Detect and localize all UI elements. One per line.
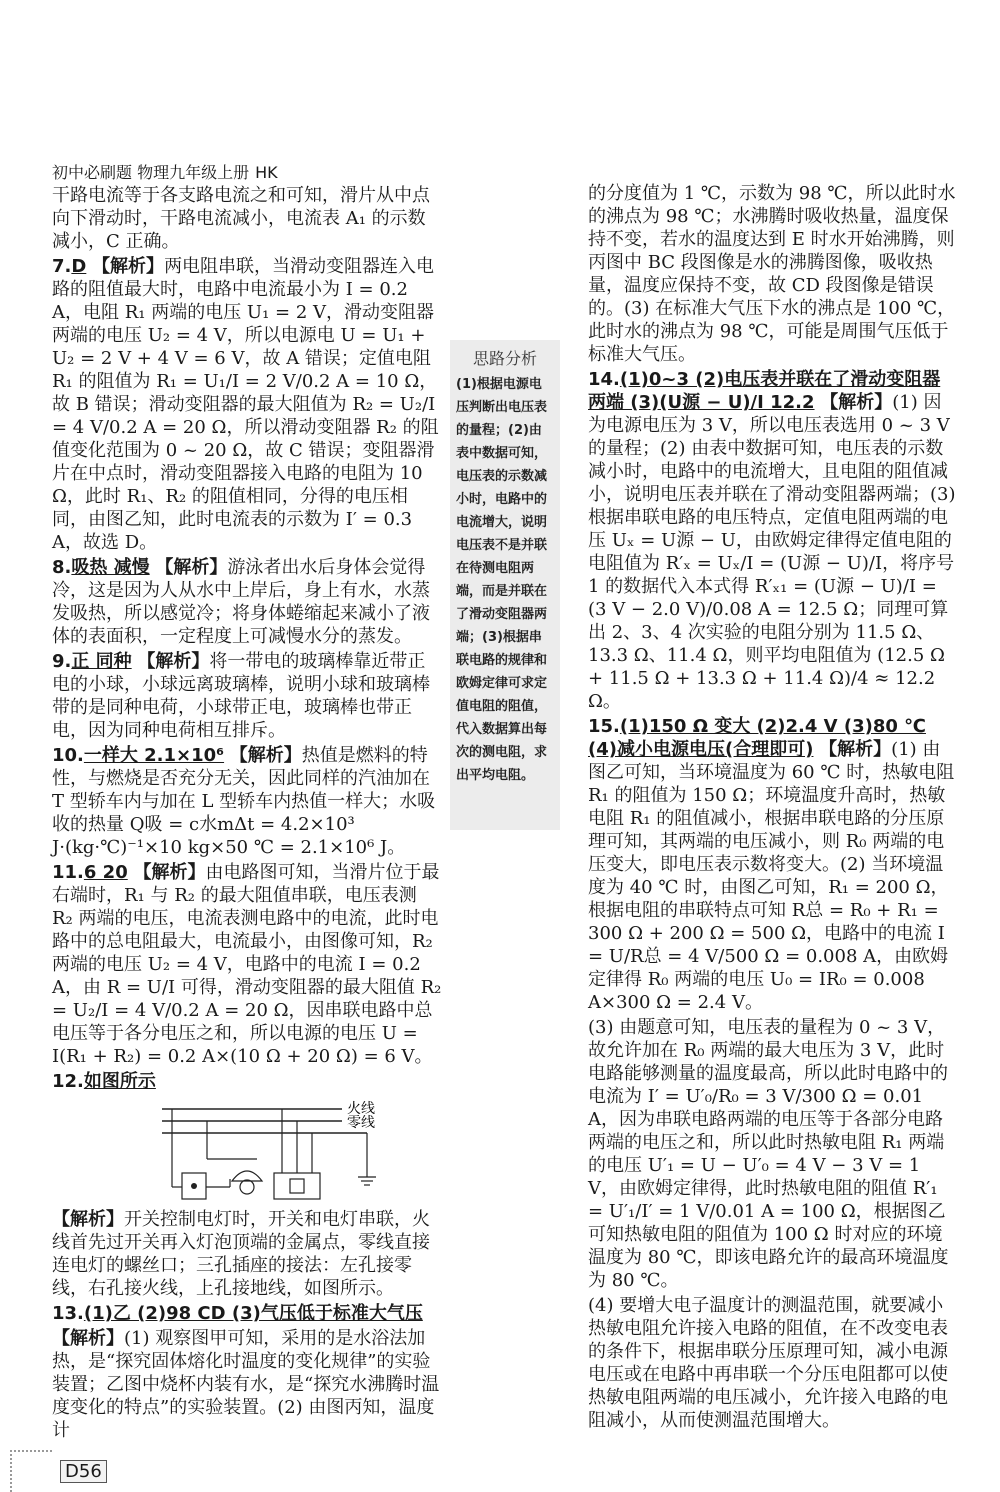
right-column — [588, 182, 956, 1432]
item-answer: 吸热 减慢 — [71, 557, 150, 578]
item-answer: (1)0~3 (2)电压表并联在了滑动变阻器两端 (3)(U源 − U)/I 12.2 — [588, 369, 941, 413]
header-edition: HK — [255, 163, 278, 182]
item-answer: 一样大 2.1×10⁶ — [83, 745, 225, 766]
q15 — [588, 715, 956, 1014]
q14 — [588, 368, 956, 713]
item-number: 14. — [588, 369, 620, 390]
thinking-sidebar — [450, 340, 560, 830]
item-answer: 正 同种 — [71, 651, 132, 672]
q7 — [52, 255, 442, 554]
header-title: 初中必刷题 物理九年级上册 — [52, 163, 250, 182]
item-text: (1) 观察图甲可知，采用的是水浴法加热，是“探究固体熔化时温度的变化规律”的实验装置；乙图中烧杯内装有水，是“探究水沸腾时温度变化的特点”的实验装置。(2) 由图丙知，温度计 — [52, 1328, 440, 1441]
q13 — [52, 1302, 442, 1325]
analysis-tag: 【解析】 — [52, 1328, 124, 1349]
item-number: 13. — [52, 1303, 84, 1324]
item-text: 两电阻串联，当滑动变阻器连入电路的阻值最大时，电路中电流最小为 I = 0.2 A，电阻 R₁ 两端的电压 U₁ = 2 V，滑动变阻器两端的电压 U₂ = 4 V，所以电源电 U = U₁ + U₂ = 2 V + 4 V = 6 V，故 A 错误；定值电阻 R₁ 的阻值为 R₁ = U₁/I = 2 V/0.2 A = 10 Ω，故 B 错误；滑动变阻器的最大阻值为 R₂ = U₂/I = 4 V/0.2 A = 20 Ω，所以滑动变阻器 R₂ 的阻值变化范围为 0 ~ 20 Ω，故 C 错误；变阻器滑片在中点时，滑动变阻器接入电路的电阻为 10 Ω，此时 R₁、R₂ 的阻值相同，分得的电压相同，由图乙知，此时电流表的示数为 I′ = 0.3 A，故选 D。 — [52, 256, 439, 553]
left-column — [52, 184, 442, 1442]
item-answer: 6 20 — [83, 862, 128, 883]
q13-analysis — [52, 1327, 442, 1442]
item-text: 将一带电的玻璃棒靠近带正电的小球，小球远离玻璃棒，说明小球和玻璃棒带的是同种电荷，小球带正电，玻璃棒也带正电，因为同种电荷相互排斥。 — [52, 651, 430, 741]
item-text: 游泳者出水后身体会觉得冷，这是因为人从水中上岸后，身上有水，水蒸发吸热，所以感觉冷；将身体蜷缩起来减小了液体的表面积，一定程度上可减慢水分的蒸发。 — [52, 557, 430, 647]
analysis-tag: 【解析】 — [133, 862, 206, 883]
item-text: (1) 因为电源电压为 3 V，所以电压表选用 0 ~ 3 V 的量程；(2) 由表中数据可知，电压表的示数减小时，电路中的电流增大，且电阻的阻值减小，说明电压表并联在了滑动变阻器两端；(3) 根据串联电路的电压特点，定值电阻两端的电压 Uₓ = U源 − U，由欧姆定律得定值电阻的电阻值为 R′ₓ = Uₓ/I = (U源 − U)/I，将序号 1 的数据代入本式得 R′ₓ₁ = (U源 − U)/I = (3 V − 2.0 V)/0.08 A = 12.5 Ω；同理可算出 2、3、4 次实验的电阻分别为 11.5 Ω、13.3 Ω、11.4 Ω，则平均电阻值为 (12.5 Ω + 11.5 Ω + 13.3 Ω + 11.4 Ω)/4 ≈ 12.2 Ω。 — [588, 392, 956, 712]
analysis-tag: 【解析】 — [92, 256, 165, 277]
item-text: 开关控制电灯时，开关和电灯串联，火线首先过开关再入灯泡顶端的金属点，零线直接连电灯的螺丝口；三孔插座的接法：左孔接零线，右孔接火线，上孔接地线，如图所示。 — [52, 1209, 430, 1299]
item-number: 12. — [52, 1071, 84, 1092]
item-answer: (1)乙 (2)98 CD (3)气压低于标准大气压 — [83, 1303, 423, 1324]
item-text: (4) 要增大电子温度计的测温范围，就要减小热敏电阻允许接入电路的阻值，在不改变电表的条件下，根据串联分压原理可知，减小电源电压或在电路中再串联一个分压电阻都可以使热敏电阻两端的电压减小，允许接入电路的电阻减小，从而使测温范围增大。 — [588, 1295, 948, 1431]
wiring-diagram — [162, 1099, 392, 1204]
analysis-tag: 【解析】 — [229, 745, 302, 766]
item-text: (1) 由图乙可知，当环境温度为 60 ℃ 时，热敏电阻 R₁ 的阻值为 150 Ω；环境温度升高时，热敏电阻 R₁ 的阻值减小，根据串联电路的分压原理可知，其两端的电压减小，则 R₀ 两端的电压变大，即电压表示数将变大。(2) 当环境温度为 40 ℃ 时，由图乙可知，R₁ = 200 Ω，根据电阻的串联特点可知 R总 = R₀ + R₁ = 300 Ω + 200 Ω = 500 Ω，电路中的电流 I = U/R总 = 4 V/500 Ω = 0.008 A，由欧姆定律得 R₀ 两端的电压 U₀ = IR₀ = 0.008 A×300 Ω = 2.4 V。 — [588, 739, 955, 1013]
item-number: 7. — [52, 256, 72, 277]
sidebar-text: (1)根据电源电压判断出电压表的量程；(2)由表中数据可知，电压表的示数减小时，电路中的电流增大，说明电压表不是并联在待测电阻两端，而是并联在了滑动变阻器两端；(3)根据串联电路的规律和欧姆定律可求定值电阻的阻值，代入数据算出每次的测电阻，求出平均电阻。 — [456, 377, 548, 783]
q15-part4 — [588, 1294, 956, 1432]
q9 — [52, 650, 442, 742]
item-answer: (1)150 Ω 变大 (2)2.4 V (3)80 ℃ (4)减小电源电压(合理即可) — [588, 716, 926, 760]
analysis-tag: 【解析】 — [52, 1209, 124, 1230]
item-text: 的分度值为 1 ℃，示数为 98 ℃，所以此时水的沸点为 98 ℃；水沸腾时吸收热量，温度保持不变，若水的温度达到 E 时水开始沸腾，则丙图中 BC 段图像是水的沸腾图像，吸收热量，温度应保持不变，故 CD 段图像是错误的。(3) 在标准大气压下水的沸点是 100 ℃，此时水的沸点为 98 ℃，可能是周围气压低于标准大气压。 — [588, 183, 956, 365]
analysis-tag: 【解析】 — [137, 651, 210, 672]
item-text: (3) 由题意可知，电压表的量程为 0 ~ 3 V，故允许加在 R₀ 两端的最大电压为 3 V，此时电路能够测量的温度最高，所以此时电路中的电流为 I′ = U′₀/R₀ = 3 V/300 Ω = 0.01 A，因为串联电路两端的电压等于各部分电路两端的电压之和，所以此时热敏电阻 R₁ 两端的电压 U′₁ = U − U′₀ = 4 V − 3 V = 1 V，由欧姆定律得，此时热敏电阻的阻值 R′₁ = U′₁/I′ = 1 V/0.01 A = 100 Ω，根据图乙可知热敏电阻的阻值为 100 Ω 时对应的环境温度为 80 ℃，即该电路允许的最高环境温度为 80 ℃。 — [588, 1017, 949, 1291]
q13-continued — [588, 182, 956, 366]
item-number: 9. — [52, 651, 72, 672]
item-number: 10. — [52, 745, 84, 766]
item-number: 15. — [588, 716, 620, 737]
item-number: 8. — [52, 557, 72, 578]
socket-box — [274, 1173, 320, 1199]
analysis-tag: 【解析】 — [819, 739, 892, 760]
fire-wire-label: 火线 — [347, 1101, 375, 1117]
sidebar-title: 思路分析 — [472, 349, 537, 368]
item-number: 11. — [52, 862, 84, 883]
item-text: 干路电流等于各支路电流之和可知，滑片从中点向下滑动时，干路电流减小，电流表 A₁ 的示数减小，C 正确。 — [52, 185, 430, 252]
q8 — [52, 556, 442, 648]
q12 — [52, 1070, 442, 1093]
running-header — [52, 160, 278, 183]
zero-wire-label: 零线 — [347, 1115, 375, 1131]
item-text: 热值是燃料的特性，与燃烧是否充分无关，因此同样的汽油加在 T 型轿车内与加在 L 型轿车内热值一样大；水吸收的热量 Q吸 = c水mΔt = 4.2×10³ J·(kg·℃)⁻¹×10 kg×50 ℃ = 2.1×10⁶ J。 — [52, 745, 436, 858]
page-corner-decoration — [10, 1450, 52, 1492]
q12-analysis — [52, 1208, 442, 1300]
item-answer: D — [71, 256, 87, 277]
q10 — [52, 744, 442, 859]
q15-part3 — [588, 1016, 956, 1292]
item-answer: 如图所示 — [83, 1071, 156, 1092]
analysis-tag: 【解析】 — [820, 392, 893, 413]
lamp-bulb — [240, 1180, 254, 1194]
analysis-tag: 【解析】 — [155, 557, 228, 578]
item-text: 由电路图可知，当滑片位于最右端时，R₁ 与 R₂ 的最大阻值串联，电压表测 R₂ 两端的电压，电流表测电路中的电流，此时电路中的总电阻最大，电流最小，由图像可知，R₂ 两端的电压 U₂ = 4 V，电路中的电流 I = 0.2 A，由 R = U/I 可得，滑动变阻器的最大阻值 R₂ = U₂/I = 4 V/0.2 A = 20 Ω，因串联电路中总电压等于各分电压之和，所以电源的电压 U = I(R₁ + R₂) = 0.2 A×(10 Ω + 20 Ω) = 6 V。 — [52, 862, 442, 1067]
q11 — [52, 861, 442, 1068]
q-cont — [52, 184, 442, 253]
page-number: D56 — [60, 1460, 107, 1483]
